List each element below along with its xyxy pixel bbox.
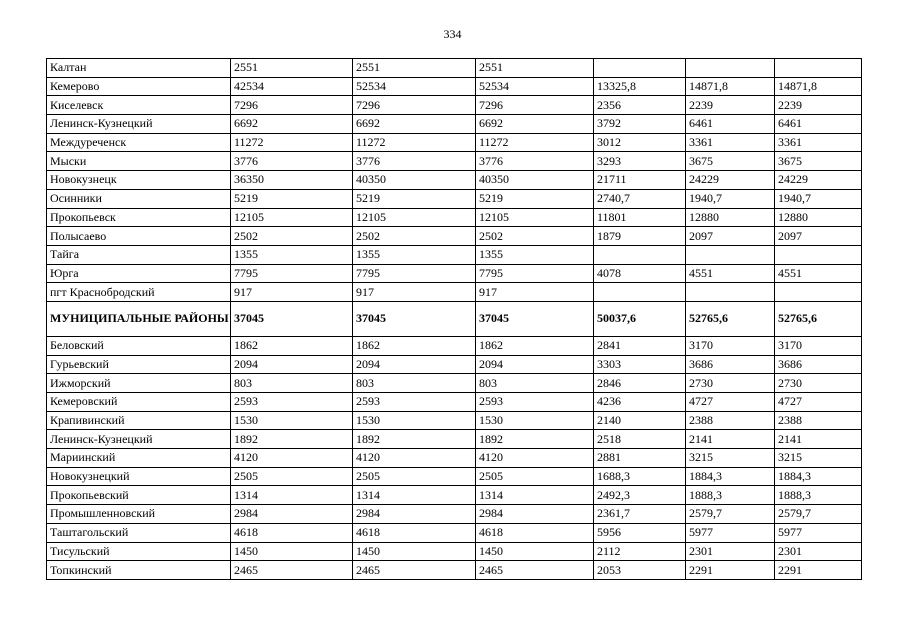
value-cell: 2356	[594, 96, 686, 115]
value-cell: 2881	[594, 449, 686, 468]
row-name-cell: Таштагольский	[47, 523, 231, 542]
value-cell: 6692	[231, 115, 353, 134]
value-cell: 1355	[476, 245, 594, 264]
value-cell: 11272	[476, 133, 594, 152]
value-cell: 2593	[353, 393, 476, 412]
value-cell: 2301	[686, 542, 775, 561]
value-cell	[594, 245, 686, 264]
value-cell: 2740,7	[594, 189, 686, 208]
value-cell: 3776	[231, 152, 353, 171]
row-name-cell: Тайга	[47, 245, 231, 264]
value-cell: 11272	[353, 133, 476, 152]
value-cell: 4618	[353, 523, 476, 542]
value-cell: 2112	[594, 542, 686, 561]
value-cell: 1879	[594, 227, 686, 246]
row-name-cell: Ижморский	[47, 374, 231, 393]
value-cell: 14871,8	[686, 77, 775, 96]
value-cell: 3215	[686, 449, 775, 468]
value-cell: 2579,7	[686, 505, 775, 524]
value-cell: 3361	[686, 133, 775, 152]
value-cell: 2388	[775, 411, 862, 430]
value-cell: 1862	[353, 336, 476, 355]
value-cell: 52534	[476, 77, 594, 96]
value-cell: 12880	[775, 208, 862, 227]
row-name-cell: Киселевск	[47, 96, 231, 115]
value-cell: 37045	[353, 301, 476, 336]
value-cell: 12105	[231, 208, 353, 227]
value-cell: 2502	[231, 227, 353, 246]
value-cell: 2140	[594, 411, 686, 430]
value-cell: 40350	[353, 171, 476, 190]
value-cell: 4120	[476, 449, 594, 468]
value-cell: 2730	[686, 374, 775, 393]
value-cell: 24229	[775, 171, 862, 190]
value-cell: 5219	[476, 189, 594, 208]
row-name-cell: Беловский	[47, 336, 231, 355]
value-cell: 2291	[775, 561, 862, 580]
value-cell: 2593	[231, 393, 353, 412]
value-cell: 3776	[476, 152, 594, 171]
value-cell: 2141	[686, 430, 775, 449]
value-cell: 1355	[231, 245, 353, 264]
value-cell: 2465	[231, 561, 353, 580]
value-cell: 37045	[476, 301, 594, 336]
value-cell: 1884,3	[686, 467, 775, 486]
value-cell: 917	[231, 283, 353, 302]
row-name-cell: пгт Краснобродский	[47, 283, 231, 302]
value-cell: 6461	[686, 115, 775, 134]
value-cell: 2239	[686, 96, 775, 115]
value-cell: 4551	[775, 264, 862, 283]
value-cell: 5219	[353, 189, 476, 208]
table-row	[47, 96, 862, 115]
value-cell: 3170	[775, 336, 862, 355]
value-cell: 24229	[686, 171, 775, 190]
table-row	[47, 336, 862, 355]
table-row	[47, 430, 862, 449]
value-cell: 13325,8	[594, 77, 686, 96]
value-cell: 2518	[594, 430, 686, 449]
row-name-cell: Междуреченск	[47, 133, 231, 152]
value-cell: 6692	[476, 115, 594, 134]
table-row	[47, 171, 862, 190]
value-cell	[775, 283, 862, 302]
value-cell: 1940,7	[686, 189, 775, 208]
value-cell: 803	[353, 374, 476, 393]
table-row	[47, 77, 862, 96]
value-cell: 803	[231, 374, 353, 393]
value-cell: 1892	[476, 430, 594, 449]
row-name-cell: Осинники	[47, 189, 231, 208]
value-cell: 4618	[231, 523, 353, 542]
value-cell: 1355	[353, 245, 476, 264]
value-cell: 2301	[775, 542, 862, 561]
value-cell: 3012	[594, 133, 686, 152]
value-cell: 7795	[353, 264, 476, 283]
value-cell	[686, 245, 775, 264]
value-cell: 2097	[686, 227, 775, 246]
value-cell: 1892	[353, 430, 476, 449]
value-cell: 2846	[594, 374, 686, 393]
value-cell: 6692	[353, 115, 476, 134]
value-cell: 2730	[775, 374, 862, 393]
value-cell: 2094	[353, 355, 476, 374]
value-cell: 2551	[353, 59, 476, 78]
table-row	[47, 283, 862, 302]
table-row	[47, 208, 862, 227]
table-row	[47, 467, 862, 486]
row-name-cell: Калтан	[47, 59, 231, 78]
value-cell: 1688,3	[594, 467, 686, 486]
table-row	[47, 486, 862, 505]
row-name-cell: Гурьевский	[47, 355, 231, 374]
row-name-cell: Ленинск-Кузнецкий	[47, 115, 231, 134]
table-row	[47, 115, 862, 134]
value-cell: 3303	[594, 355, 686, 374]
table-row	[47, 189, 862, 208]
value-cell: 1888,3	[686, 486, 775, 505]
value-cell: 5977	[775, 523, 862, 542]
row-name-cell: Прокопьевский	[47, 486, 231, 505]
value-cell: 52534	[353, 77, 476, 96]
value-cell: 917	[476, 283, 594, 302]
value-cell: 42534	[231, 77, 353, 96]
row-name-cell: Кемеровский	[47, 393, 231, 412]
value-cell: 4551	[686, 264, 775, 283]
value-cell: 14871,8	[775, 77, 862, 96]
table-row	[47, 59, 862, 78]
row-name-cell: Юрга	[47, 264, 231, 283]
value-cell: 3675	[775, 152, 862, 171]
value-cell: 2492,3	[594, 486, 686, 505]
row-name-cell: Крапивинский	[47, 411, 231, 430]
value-cell: 2593	[476, 393, 594, 412]
value-cell: 3776	[353, 152, 476, 171]
value-cell: 1314	[353, 486, 476, 505]
table-row	[47, 301, 862, 336]
value-cell: 2465	[476, 561, 594, 580]
value-cell: 1450	[231, 542, 353, 561]
value-cell: 1314	[231, 486, 353, 505]
table-row	[47, 449, 862, 468]
value-cell: 803	[476, 374, 594, 393]
value-cell: 7296	[476, 96, 594, 115]
value-cell: 3215	[775, 449, 862, 468]
value-cell: 5219	[231, 189, 353, 208]
value-cell: 4727	[775, 393, 862, 412]
value-cell: 2984	[231, 505, 353, 524]
value-cell: 2505	[231, 467, 353, 486]
value-cell: 4236	[594, 393, 686, 412]
row-name-cell: Тисульский	[47, 542, 231, 561]
value-cell: 21711	[594, 171, 686, 190]
value-cell: 917	[353, 283, 476, 302]
table-row	[47, 561, 862, 580]
table-row	[47, 264, 862, 283]
value-cell: 50037,6	[594, 301, 686, 336]
value-cell: 2984	[476, 505, 594, 524]
value-cell: 4727	[686, 393, 775, 412]
value-cell: 7795	[231, 264, 353, 283]
value-cell: 4078	[594, 264, 686, 283]
table-row	[47, 505, 862, 524]
value-cell: 1862	[231, 336, 353, 355]
value-cell: 6461	[775, 115, 862, 134]
row-name-cell: Прокопьевск	[47, 208, 231, 227]
row-name-cell: Промышленновский	[47, 505, 231, 524]
value-cell: 7296	[353, 96, 476, 115]
value-cell: 3361	[775, 133, 862, 152]
row-name-cell: Мыски	[47, 152, 231, 171]
value-cell: 2097	[775, 227, 862, 246]
value-cell: 37045	[231, 301, 353, 336]
value-cell: 3686	[775, 355, 862, 374]
table-row	[47, 411, 862, 430]
value-cell	[686, 283, 775, 302]
value-cell: 2094	[476, 355, 594, 374]
value-cell: 1892	[231, 430, 353, 449]
value-cell: 2984	[353, 505, 476, 524]
value-cell: 2579,7	[775, 505, 862, 524]
value-cell	[594, 283, 686, 302]
table-row	[47, 355, 862, 374]
row-name-cell: Топкинский	[47, 561, 231, 580]
value-cell	[775, 245, 862, 264]
table-row	[47, 227, 862, 246]
value-cell: 11801	[594, 208, 686, 227]
value-cell	[594, 59, 686, 78]
value-cell: 1940,7	[775, 189, 862, 208]
value-cell: 5977	[686, 523, 775, 542]
table-row	[47, 152, 862, 171]
value-cell: 1314	[476, 486, 594, 505]
value-cell: 2388	[686, 411, 775, 430]
value-cell: 1450	[476, 542, 594, 561]
value-cell: 12105	[353, 208, 476, 227]
value-cell	[775, 59, 862, 78]
value-cell: 3675	[686, 152, 775, 171]
value-cell: 2141	[775, 430, 862, 449]
row-name-cell: Мариинский	[47, 449, 231, 468]
value-cell: 2053	[594, 561, 686, 580]
value-cell: 52765,6	[775, 301, 862, 336]
value-cell: 4120	[231, 449, 353, 468]
value-cell: 1884,3	[775, 467, 862, 486]
value-cell: 5956	[594, 523, 686, 542]
value-cell: 2505	[353, 467, 476, 486]
value-cell: 3293	[594, 152, 686, 171]
table-row	[47, 133, 862, 152]
value-cell: 1530	[476, 411, 594, 430]
value-cell: 7795	[476, 264, 594, 283]
row-name-cell: МУНИЦИПАЛЬНЫЕ РАЙОНЫ	[47, 301, 231, 336]
value-cell: 1530	[353, 411, 476, 430]
value-cell: 2361,7	[594, 505, 686, 524]
value-cell: 4120	[353, 449, 476, 468]
table-row	[47, 542, 862, 561]
value-cell: 1530	[231, 411, 353, 430]
value-cell: 52765,6	[686, 301, 775, 336]
row-name-cell: Ленинск-Кузнецкий	[47, 430, 231, 449]
row-name-cell: Новокузнецк	[47, 171, 231, 190]
table-row	[47, 245, 862, 264]
value-cell: 2551	[231, 59, 353, 78]
value-cell: 7296	[231, 96, 353, 115]
value-cell: 2291	[686, 561, 775, 580]
value-cell: 2551	[476, 59, 594, 78]
page-number: 334	[443, 27, 462, 41]
value-cell: 2094	[231, 355, 353, 374]
value-cell: 2465	[353, 561, 476, 580]
value-cell: 2239	[775, 96, 862, 115]
table-row	[47, 393, 862, 412]
value-cell: 2841	[594, 336, 686, 355]
value-cell: 36350	[231, 171, 353, 190]
value-cell: 2502	[353, 227, 476, 246]
row-name-cell: Полысаево	[47, 227, 231, 246]
value-cell: 12105	[476, 208, 594, 227]
value-cell: 40350	[476, 171, 594, 190]
table-row	[47, 523, 862, 542]
value-cell: 3792	[594, 115, 686, 134]
value-cell: 2505	[476, 467, 594, 486]
value-cell: 1862	[476, 336, 594, 355]
value-cell: 1450	[353, 542, 476, 561]
table-body	[47, 59, 862, 580]
budget-table	[46, 58, 862, 580]
value-cell: 1888,3	[775, 486, 862, 505]
row-name-cell: Кемерово	[47, 77, 231, 96]
table-row	[47, 374, 862, 393]
value-cell: 11272	[231, 133, 353, 152]
value-cell: 3686	[686, 355, 775, 374]
value-cell: 3170	[686, 336, 775, 355]
value-cell: 2502	[476, 227, 594, 246]
value-cell	[686, 59, 775, 78]
value-cell: 4618	[476, 523, 594, 542]
value-cell: 12880	[686, 208, 775, 227]
row-name-cell: Новокузнецкий	[47, 467, 231, 486]
